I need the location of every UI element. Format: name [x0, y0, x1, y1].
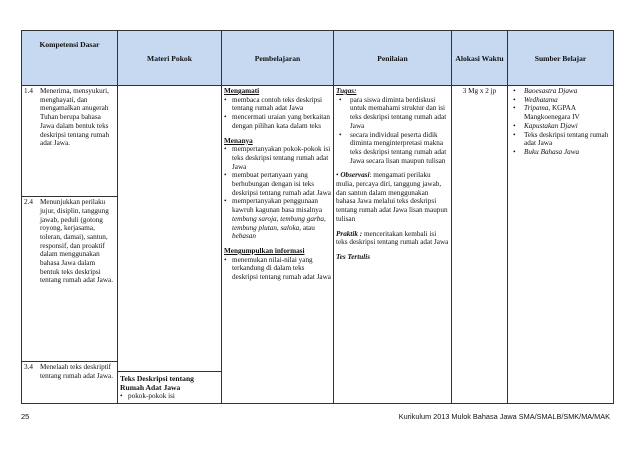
menanya-item — [224, 197, 331, 241]
sumber-item-title: Tripama — [524, 104, 549, 113]
sumber-item: • Buku Bahasa Jawa — [510, 148, 611, 157]
mengamati-item: • membaca contoh teks deskripsi tentang rumah adat Jawa — [224, 96, 331, 113]
materi-cell — [118, 86, 222, 404]
menanya-item-italic: tembung saroja, tembung garba, tembung plutan, saloka, — [232, 214, 326, 232]
pembelajaran-cell — [222, 86, 334, 404]
menanya-title: Menanya — [224, 136, 253, 145]
kd-text: Menerima, mensyukuri, menghayati, dan mengamalkan anugerah Tuhan berupa bahasa Jawa dalam bentuk teks deskripsi tentang rumah adat Jawa. — [40, 87, 110, 148]
tugas-title: Tugas: — [336, 87, 357, 95]
tes-tertulis-title: Tes Tertulis — [336, 252, 371, 261]
syllabus-table — [21, 30, 614, 404]
header-penilaian: Penilaian — [334, 31, 452, 86]
table-header-row — [22, 31, 614, 86]
sumber-item: • Baoesastra Djawa — [510, 87, 611, 96]
kd-cell-3 — [22, 362, 118, 404]
menanya-item-italic2: bebasan — [232, 232, 256, 241]
penilaian-cell — [334, 86, 452, 404]
header-sumber-belajar: Sumber Belajar — [508, 31, 614, 86]
kd-cell-1 — [22, 86, 118, 197]
page-number: 25 — [21, 412, 30, 421]
mengamati-title: Mengamati — [224, 87, 260, 95]
observasi-block: • Observasi: mengamati perilaku mulia, percaya diri, tanggung jawab, dan santun dalam menggunakan bahasa Jawa melalui teks deskripsi tentang rumah adat Jawa lisan maupun tulisan — [336, 171, 448, 223]
sumber-item — [510, 104, 611, 121]
sumber-item: • Kapustakan Djawi — [510, 122, 611, 131]
praktik-block — [336, 230, 449, 247]
praktik-title: Praktik : — [336, 229, 363, 238]
tugas-item: • para siswa diminta berdiskusi untuk memahami struktur dan isi teks deskripsi tentang rumah adat Jawa — [336, 96, 449, 131]
kd-text: Menelaah teks deskriptif tentang rumah adat Jawa. — [40, 363, 114, 380]
header-pembelajaran: Pembelajaran — [222, 31, 334, 86]
tugas-item: • secara individual peserta didik diminta menginterpretasi makna teks deskripsi tentang rumah adat Jawa secara lisan maupun tulisan — [336, 131, 449, 166]
kd-number: 1.4 — [24, 87, 33, 95]
mengumpulkan-title: Mengumpulkan informasi — [224, 246, 305, 255]
kd-text: Menunjukkan perilaku jujur, disiplin, tanggung jawab, peduli (gotong royong, kerjasama, toleran, damai), santun, responsif, dan proaktif dalam menggunakan bahasa Jawa dalam bentuk teks deskripsi tentang rumah adat Jawa. — [40, 198, 114, 285]
mengumpulkan-item: • menemukan nilai-nilai yang terkandung di dalam teks deskripsi tentang rumah adat Jawa — [224, 256, 331, 282]
observasi-text: : mengamati perilaku mulia, percaya diri, tanggung jawab, dan santun dalam menggunakan bahasa Jawa melalui teks deskripsi tentang rumah adat Jawa lisan maupun tulisan — [336, 171, 448, 223]
kd-number: 3.4 — [24, 363, 33, 372]
footer-caption: Kurikulum 2013 Mulok Bahasa Jawa SMA/SMALB/SMK/MA/MAK — [398, 412, 610, 421]
praktik-text: menceritakan kembali isi teks deskripsi tentang rumah adat Jawa — [336, 229, 449, 247]
kd-cell-2 — [22, 197, 118, 362]
materi-item: • pokok-pokok isi — [120, 392, 219, 401]
sumber-item: • Wedhatama — [510, 96, 611, 105]
kd-number: 2.4 — [24, 198, 33, 207]
header-kompetensi-dasar: Kompetensi Dasar — [22, 31, 118, 86]
sumber-item: • Teks deskripsi tentang rumah adat Jawa — [510, 131, 611, 148]
sumber-item-tail: , KGPAA Mangkoenegara IV — [524, 104, 580, 122]
table-row — [22, 86, 614, 197]
menanya-item-tail: atau — [301, 223, 315, 232]
menanya-item: • mempertanyakan pokok-pokok isi teks deskripsi tentang rumah adat Jawa — [224, 145, 331, 171]
header-materi-pokok: Materi Pokok — [118, 31, 222, 86]
sumber-cell — [508, 86, 614, 404]
header-alokasi-waktu: Alokasi Waktu — [452, 31, 508, 86]
mengamati-item: • mencermati uraian yang berkaitan dengan pilihan kata dalam teks — [224, 113, 331, 130]
observasi-title: Observasi — [340, 171, 370, 180]
menanya-item: • membuat pertanyaan yang berhubungan dengan isi teks deskripsi tentang rumah adat Jawa — [224, 171, 331, 197]
menanya-item-text: mempertanyakan penggunaan kawruh kagunan basa misalnya — [232, 197, 323, 215]
materi-title: Teks Deskripsi tentang Rumah Adat Jawa — [120, 374, 194, 392]
alokasi-cell: 3 Mg x 2 jp — [452, 86, 508, 404]
